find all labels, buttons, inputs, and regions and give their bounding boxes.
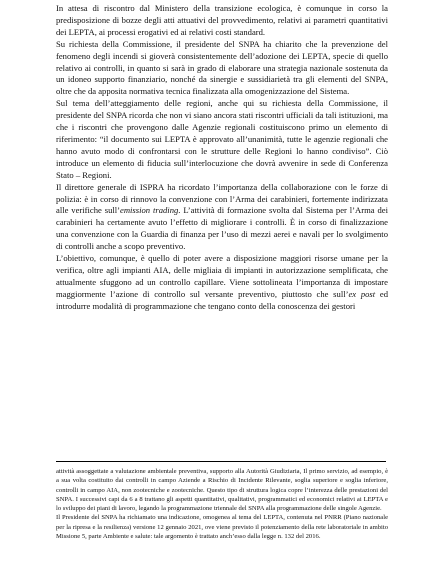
paragraph-3: Sul tema dell’atteggiamento delle regioni, anche qui su richiesta della Commissione, il presidente del SNPA ricorda che non vi siano ancora stati riscontri ufficiali da tali istituzioni, ma che i riscontri che provengono dalle Agenzie regionali costituiscono primo un elemento di riferimento: “il documento sui LEPTA è approvato all’unanimità, tutte le agenzie regionali che hanno avuto modo di confrontarsi con le strutture delle Regioni lo hanno condiviso”. Ciò introduce un elemento di fiducia sull’interlocuzione che dovrà avvenire in sede di Conferenza Stato – Regioni. [56, 98, 388, 180]
paragraph-4: Il direttore generale di ISPRA ha ricordato l’importanza della collaborazione con le forze di polizia: è in corso di rinnovo la convenzione con l’Arma dei carabinieri, fortemente indirizzata alle verifiche sull’emission trading. L’attività di formazione svolta dal Sistema per l’Arma dei carabinieri ha certamente avuto l’effetto di migliorare i controlli. È in corso di finalizzazione una convenzione con la Guardia di finanza per l’uso di mezzi aerei e navali per lo svolgimento di controlli anche a scopo preventivo. [56, 181, 388, 252]
footnotes [56, 467, 388, 541]
paragraph-5: L’obiettivo, comunque, è quello di poter avere a disposizione maggiori risorse umane per la verifica, oltre agli impianti AIA, delle migliaia di impianti in autorizzazione semplificata, che attualmente sfuggono ad un controllo capillare. Viene sottolineata l’importanza di impostare maggiormente l’azione di controllo sul versante preventivo, piuttosto che sull’ex post ed introdurre modalità di programmazione che tengano conto della conoscenza dei gestori [56, 253, 388, 311]
footnote-2: Il Presidente del SNPA ha richiamato una indicazione, omogenea al tema del LEPTA, contenuta nel PNRR (Piano nazionale per la ripresa e la resilienza) versione 12 gennaio 2021, ove viene previsto il potenziamento della rete laboratoriale in ambito Missione 5, parte Ambiente e salute: tale argomento è trattato anch’esso dalla legge n. 132 del 2016. [56, 514, 388, 541]
body-text [56, 3, 388, 313]
paragraph-2: Su richiesta della Commissione, il presidente del SNPA ha chiarito che la prevenzione del fenomeno degli incendi si gioverà consistentemente dell’adozione dei LEPTA, specie di quello relativo ai controlli, in quanto si sarà in grado di elaborare una strategia nazionale sostenuta da un idoneo supporto finanziario, nonché da sinergie e sussidiarietà tra gli elementi del SNPA, oltre che da apposita normativa tecnica finalizzata alla omogenizzazione del Sistema. [56, 38, 388, 97]
footnote-divider [56, 461, 386, 462]
emphasis-text: ex post [348, 288, 376, 299]
footnote-1: attività assoggettate a valutazione ambientale preventiva, supporto alla Autorità Giudiziaria, Il primo servizio, ad esempio, è a sua volta costituito dai controlli in campo Aziende a Rischio di Incidente Rilevante, soglia superiore e soglia inferiore, controlli in campo AIA, non zootecniche e zootecniche. Questo tipo di struttura logica copre l’interezza delle prestazioni del SNPA. I successivi capi da 6 a 8 trattano gli aspetti quantitativi, qualitativi, programmatici ed economici relativi ai LEPTA e lo sviluppo dei piani di lavoro, legando la programmazione triennale del SNPA alla programmazione delle singole Agenzie. [56, 468, 388, 513]
paragraph-1: In attesa di riscontro dal Ministero della transizione ecologica, è comunque in corso la predisposizione di bozze degli atti attuativi del provvedimento, relativi ai parametri quantitativi dei LEPTA, ai processi erogativi ed ai relativi costi standard. [56, 3, 388, 37]
emphasis-text: emission trading [120, 205, 179, 216]
